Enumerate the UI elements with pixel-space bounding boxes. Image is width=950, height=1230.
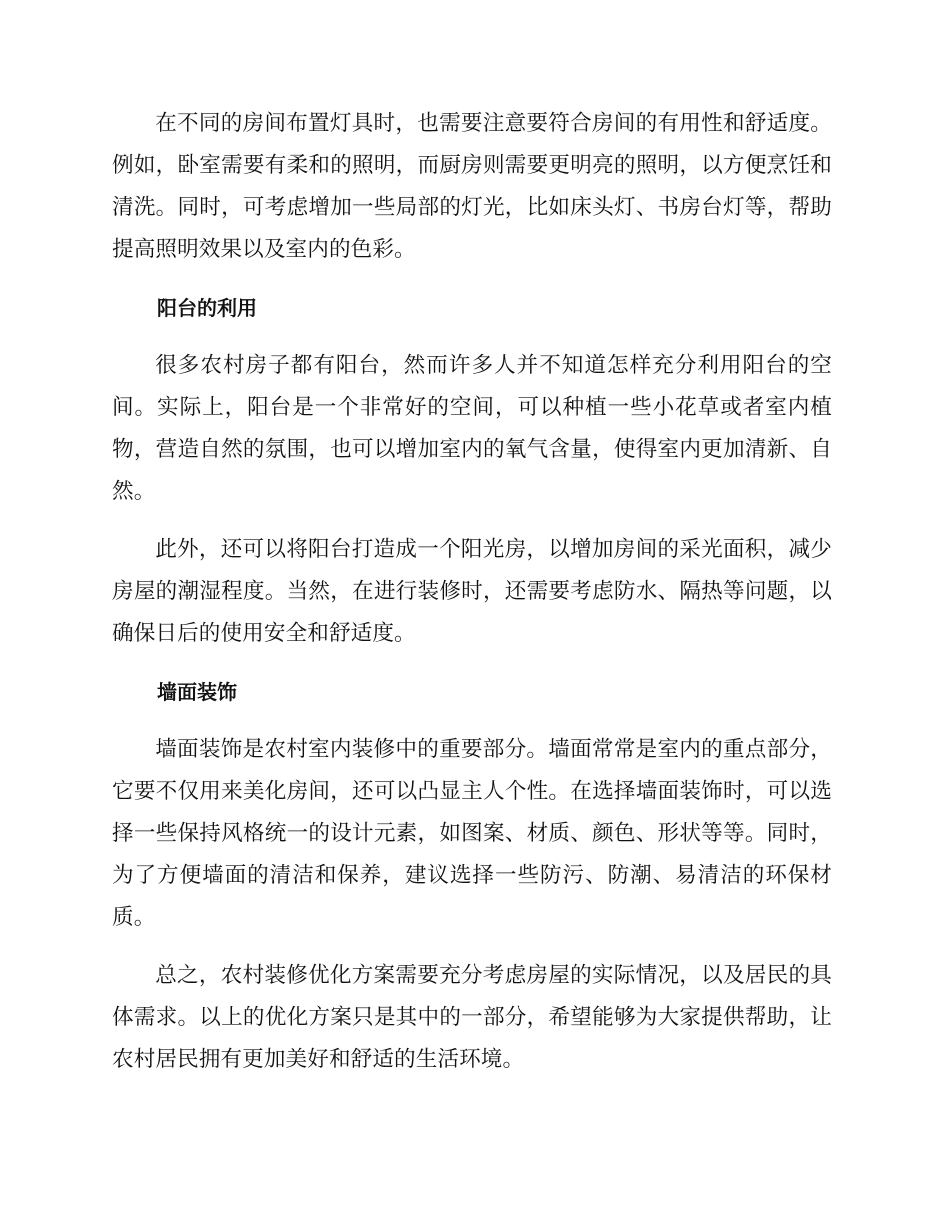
section-heading-balcony: 阳台的利用 bbox=[157, 296, 257, 320]
paragraph-wall-decoration: 墙面装饰是农村室内装修中的重要部分。墙面常常是室内的重点部分，它要不仅用来美化房间，还可以凸显主人个性。在选择墙面装饰时，可以选择一些保持风格统一的设计元素，如图案、材质、颜色、形状等等。同时，为了方便墙面的清洁和保养，建议选择一些防污、防潮、易清洁的环保材质。 bbox=[112, 737, 832, 930]
paragraph-lighting: 在不同的房间布置灯具时，也需要注意要符合房间的有用性和舒适度。例如，卧室需要有柔和的照明，而厨房则需要更明亮的照明，以方便烹饪和清洗。同时，可考虑增加一些局部的灯光，比如床头灯、书房台灯等，帮助提高照明效果以及室内的色彩。 bbox=[112, 111, 832, 262]
document-body bbox=[112, 103, 832, 1097]
paragraph-balcony-use: 很多农村房子都有阳台，然而许多人并不知道怎样充分利用阳台的空间。实际上，阳台是一个非常好的空间，可以种植一些小花草或者室内植物，营造自然的氛围，也可以增加室内的氧气含量，使得室内更加清新、自然。 bbox=[112, 353, 832, 504]
section-heading-wall-decoration: 墙面装饰 bbox=[157, 680, 237, 704]
paragraph-conclusion: 总之，农村装修优化方案需要充分考虑房屋的实际情况，以及居民的具体需求。以上的优化方案只是其中的一部分，希望能够为大家提供帮助，让农村居民拥有更加美好和舒适的生活环境。 bbox=[112, 963, 832, 1072]
paragraph-sunroom: 此外，还可以将阳台打造成一个阳光房，以增加房间的采光面积，减少房屋的潮湿程度。当然，在进行装修时，还需要考虑防水、隔热等问题，以确保日后的使用安全和舒适度。 bbox=[112, 537, 832, 646]
